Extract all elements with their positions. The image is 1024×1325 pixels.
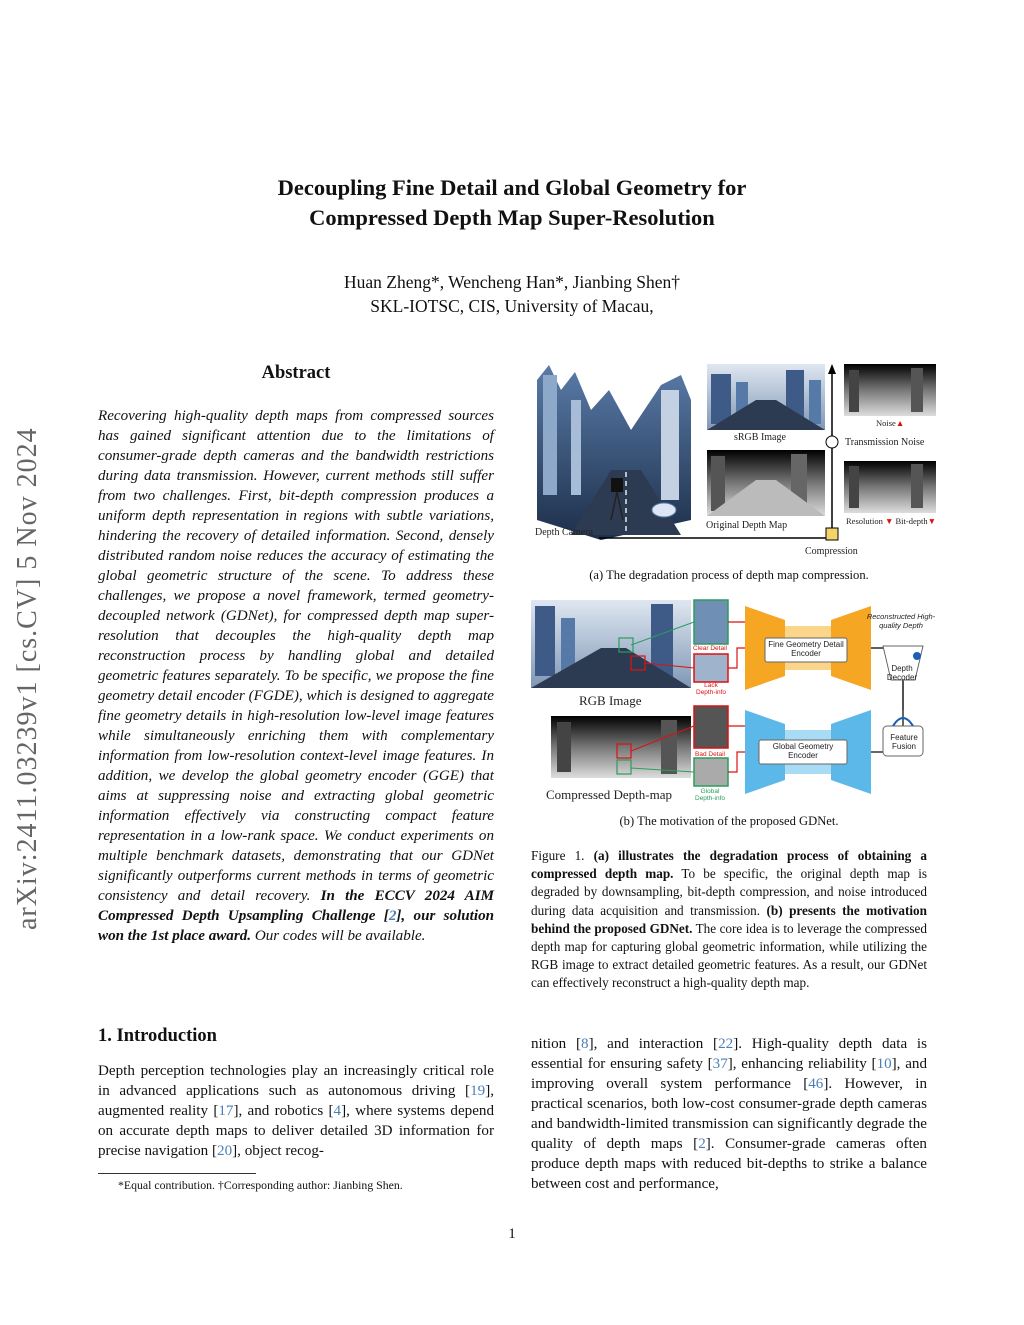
label-noise: Noise▲ [876,418,905,428]
label-lack-depth: Lack Depth-info [696,682,726,696]
citation-link[interactable]: 22 [718,1036,734,1052]
affiliation: SKL-IOTSC, CIS, University of Macau, [370,296,654,316]
subcaption-a: (a) The degradation process of depth map compression. [589,568,869,582]
citation-link[interactable]: 2 [698,1136,706,1152]
clear-detail-crop [694,600,728,644]
label-compressed-depth-map: Compressed Depth-map [546,787,673,802]
author-block [0,270,1024,318]
label-srgb-image: sRGB Image [734,432,786,443]
low-res-depth-image [844,461,936,513]
global-depth-crop [694,758,728,786]
label-depth-camera: Depth Camera [535,527,594,538]
title-line-2: Compressed Depth Map Super-Resolution [309,205,715,230]
abstract-text: Recovering high-quality depth maps from compressed sources has gained significant attention due to the limitations of consumer-grade depth cameras and the bandwidth restrictions during data transmission. However, current methods still suffer from two challenges. First, bit-depth compression produces a uniform depth representation in regions with subtle variations, hindering the recovery of detailed information. Second, densely distributed random noise reduces the accuracy of estimating the global geometric structure of the scene. To address these challenges, we propose a novel framework, termed geometry-decoupled network (GDNet), for compressed depth map super-resolution that decouples the high-quality depth map reconstruction process by handling global and detailed geometric features separately. To be specific, we propose the fine geometry detail encoder (FGDE), which is designed to aggregate fine geometry details in high-resolution low-level image features while simultaneously enriching them with complementary information from low-resolution context-level image features. In addition, we develop the global geometry encoder (GGE) that aims at suppressing noise and extracting global geometric information effectively via constructing compact feature representation in a low-rank space. We conduct experiments on multiple benchmark datasets, demonstrating that our GDNet significantly outperforms current methods in terms of geometric consistency and detail recovery. [98,408,494,904]
subcaption-b: (b) The motivation of the proposed GDNet. [619,814,839,828]
intro-paragraph-continued: nition [8], and interaction [22]. High-quality depth data is essential for ensuring safety [37], enhancing reliability [10], and improving overall system performance [46]. However, in practical scenarios, both low-cost consumer-grade depth cameras and bandwidth-limited transmission can significantly degrade the quality of depth maps [2]. Consumer-grade cameras often produce depth maps with reduced bit-depths to strike a balance between cost and performance, [531,1036,928,1192]
paper-title [0,173,1024,233]
label-rgb-image: RGB Image [579,693,642,708]
page-number: 1 [508,1226,516,1242]
arxiv-identifier: arXiv:2411.03239v1 [cs.CV] 5 Nov 2024 [12,427,43,930]
citation-link[interactable]: 8 [581,1036,589,1052]
label-bad-detail: Bad Detail [695,751,725,758]
bad-detail-crop [694,706,728,748]
citation-link[interactable]: 19 [470,1083,486,1099]
citation-link[interactable]: 17 [218,1103,234,1119]
citation-link[interactable]: 20 [217,1143,233,1159]
citation-link[interactable]: 46 [808,1076,824,1092]
footnote-divider [98,1173,256,1174]
label-feature-fusion: Feature Fusion [890,733,918,751]
figure-1-caption: Figure 1. (a) illustrates the degradation process of obtaining a compressed depth map. To be specific, the original depth map is degraded by downsampling, bit-depth compression, and noise introduced during data acquisition and transmission. (b) presents the motivation behind the proposed GDNet. The core idea is to leverage the compressed depth map for capturing global geometric information, while utilizing the RGB image to extract detailed geometric features. As a result, our GDNet can effectively reconstruct a high-quality depth map. [531,848,927,991]
noisy-depth-image [844,364,936,416]
label-resolution-bitdepth: Resolution ▼ Bit-depth▼ [846,516,937,526]
abstract-body [98,406,494,946]
authors: Huan Zheng*, Wencheng Han*, Jianbing Shen† [343,272,681,292]
compressed-depth-input-image [551,716,691,778]
label-depth-decoder: Depth Decoder [886,664,918,682]
label-compression: Compression [805,546,858,557]
city-scene-image [537,365,691,540]
lack-depth-crop [694,654,728,682]
label-fgde: Fine Geometry Detail Encoder [768,640,844,658]
citation-link[interactable]: 10 [876,1056,892,1072]
citation-link[interactable]: 37 [712,1056,728,1072]
rgb-input-image [531,600,691,688]
label-transmission-noise: Transmission Noise [845,437,925,448]
citation-link[interactable]: 4 [333,1103,342,1119]
label-original-depth: Original Depth Map [706,520,788,531]
section-heading-introduction: 1. Introduction [98,1026,217,1046]
abstract-cite-link[interactable]: 2 [388,908,397,924]
label-reconstructed-depth: Reconstructed High-quality Depth [866,612,936,630]
srgb-image [707,364,825,430]
abstract-heading: Abstract [261,363,331,383]
abstract-award: In the ECCV 2024 AIM Compressed Depth Upsampling Challenge [2], our solution won the 1st place award. [98,888,495,944]
label-clear-detail: Clear Detail [693,645,727,652]
footnote: *Equal contribution. †Corresponding author: Jianbing Shen. [118,1178,403,1192]
original-depth-image [707,450,825,516]
abstract-tail: Our codes will be available. [251,928,426,944]
title-line-1: Decoupling Fine Detail and Global Geometry for [277,175,747,200]
label-gge: Global Geometry Encoder [772,742,834,760]
intro-paragraph: Depth perception technologies play an increasingly critical role in advanced applications such as autonomous driving [19], augmented reality [17], and robotics [4], where systems depend on accurate depth maps to deliver detailed 3D information for precise navigation [20], object recog- [98,1063,494,1159]
label-global-depth: Global Depth-info [695,788,725,802]
